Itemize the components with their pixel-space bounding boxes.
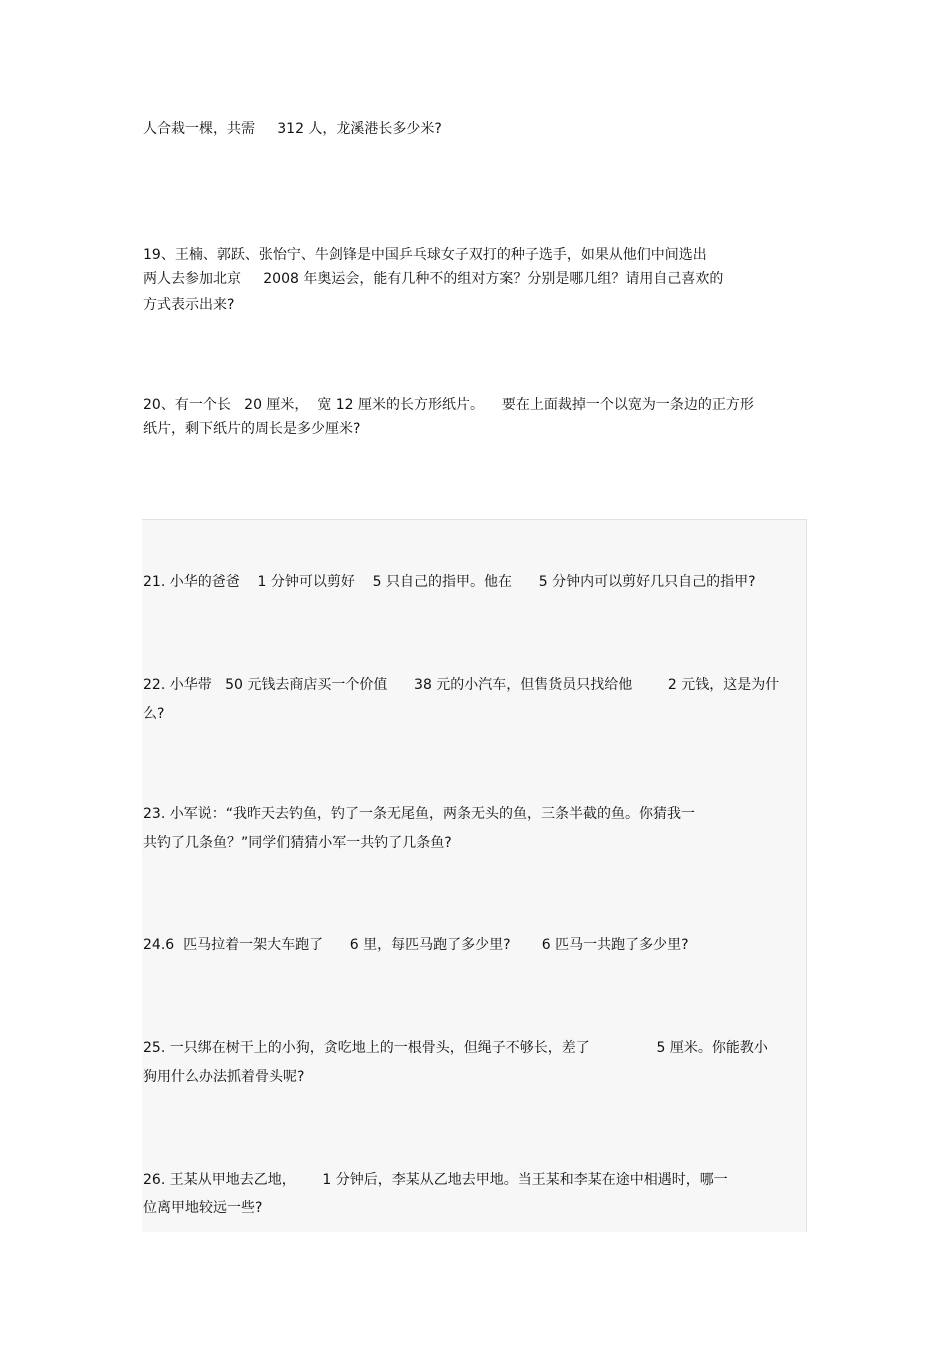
question-22-line-1: 22. 小华带 50 元钱去商店买一个价值 38 元的小汽车，但售货员只找给他 2 元钱，这是为什: [143, 677, 780, 693]
top-line-1: 人合栽一棵，共需 312 人，龙溪港长多少米?: [143, 121, 442, 137]
question-20-line-2: 纸片，剩下纸片的周长是多少厘米?: [143, 421, 361, 437]
question-26-line-1: 26. 王某从甲地去乙地， 1 分钟后，李某从乙地去甲地。当王某和李某在途中相遇时，哪一: [143, 1172, 728, 1188]
question-23-line-1: 23. 小军说：“我昨天去钓鱼，钓了一条无尾鱼，两条无头的鱼，三条半截的鱼。你猜我一: [143, 806, 695, 822]
question-25-line-1: 25. 一只绑在树干上的小狗，贪吃地上的一根骨头，但绳子不够长，差了 5 厘米。你能教小: [143, 1040, 768, 1056]
question-19-line-3: 方式表示出来?: [143, 297, 235, 313]
question-25-line-2: 狗用什么办法抓着骨头呢?: [143, 1069, 305, 1085]
question-19-line-2: 两人去参加北京 2008 年奥运会，能有几种不的组对方案？分别是哪几组？请用自己喜欢的: [143, 271, 724, 287]
question-22-line-2: 么?: [143, 706, 165, 722]
question-21-line-1: 21. 小华的爸爸 1 分钟可以剪好 5 只自己的指甲。他在 5 分钟内可以剪好几只自己的指甲?: [143, 574, 756, 590]
question-24-line-1: 24.6 匹马拉着一架大车跑了 6 里，每匹马跑了多少里? 6 匹马一共跑了多少里?: [143, 937, 689, 953]
question-23-line-2: 共钓了几条鱼？”同学们猜猜小军一共钓了几条鱼?: [143, 835, 452, 851]
question-20-line-1: 20、有一个长 20 厘米， 宽 12 厘米的长方形纸片。 要在上面裁掉一个以宽为一条边的正方形: [143, 397, 754, 413]
question-26-line-2: 位离甲地较远一些?: [143, 1200, 263, 1216]
shaded-question-box: [142, 519, 807, 1232]
question-19-line-1: 19、王楠、郭跃、张怡宁、牛剑锋是中国乒乓球女子双打的种子选手，如果从他们中间选出: [143, 247, 707, 263]
